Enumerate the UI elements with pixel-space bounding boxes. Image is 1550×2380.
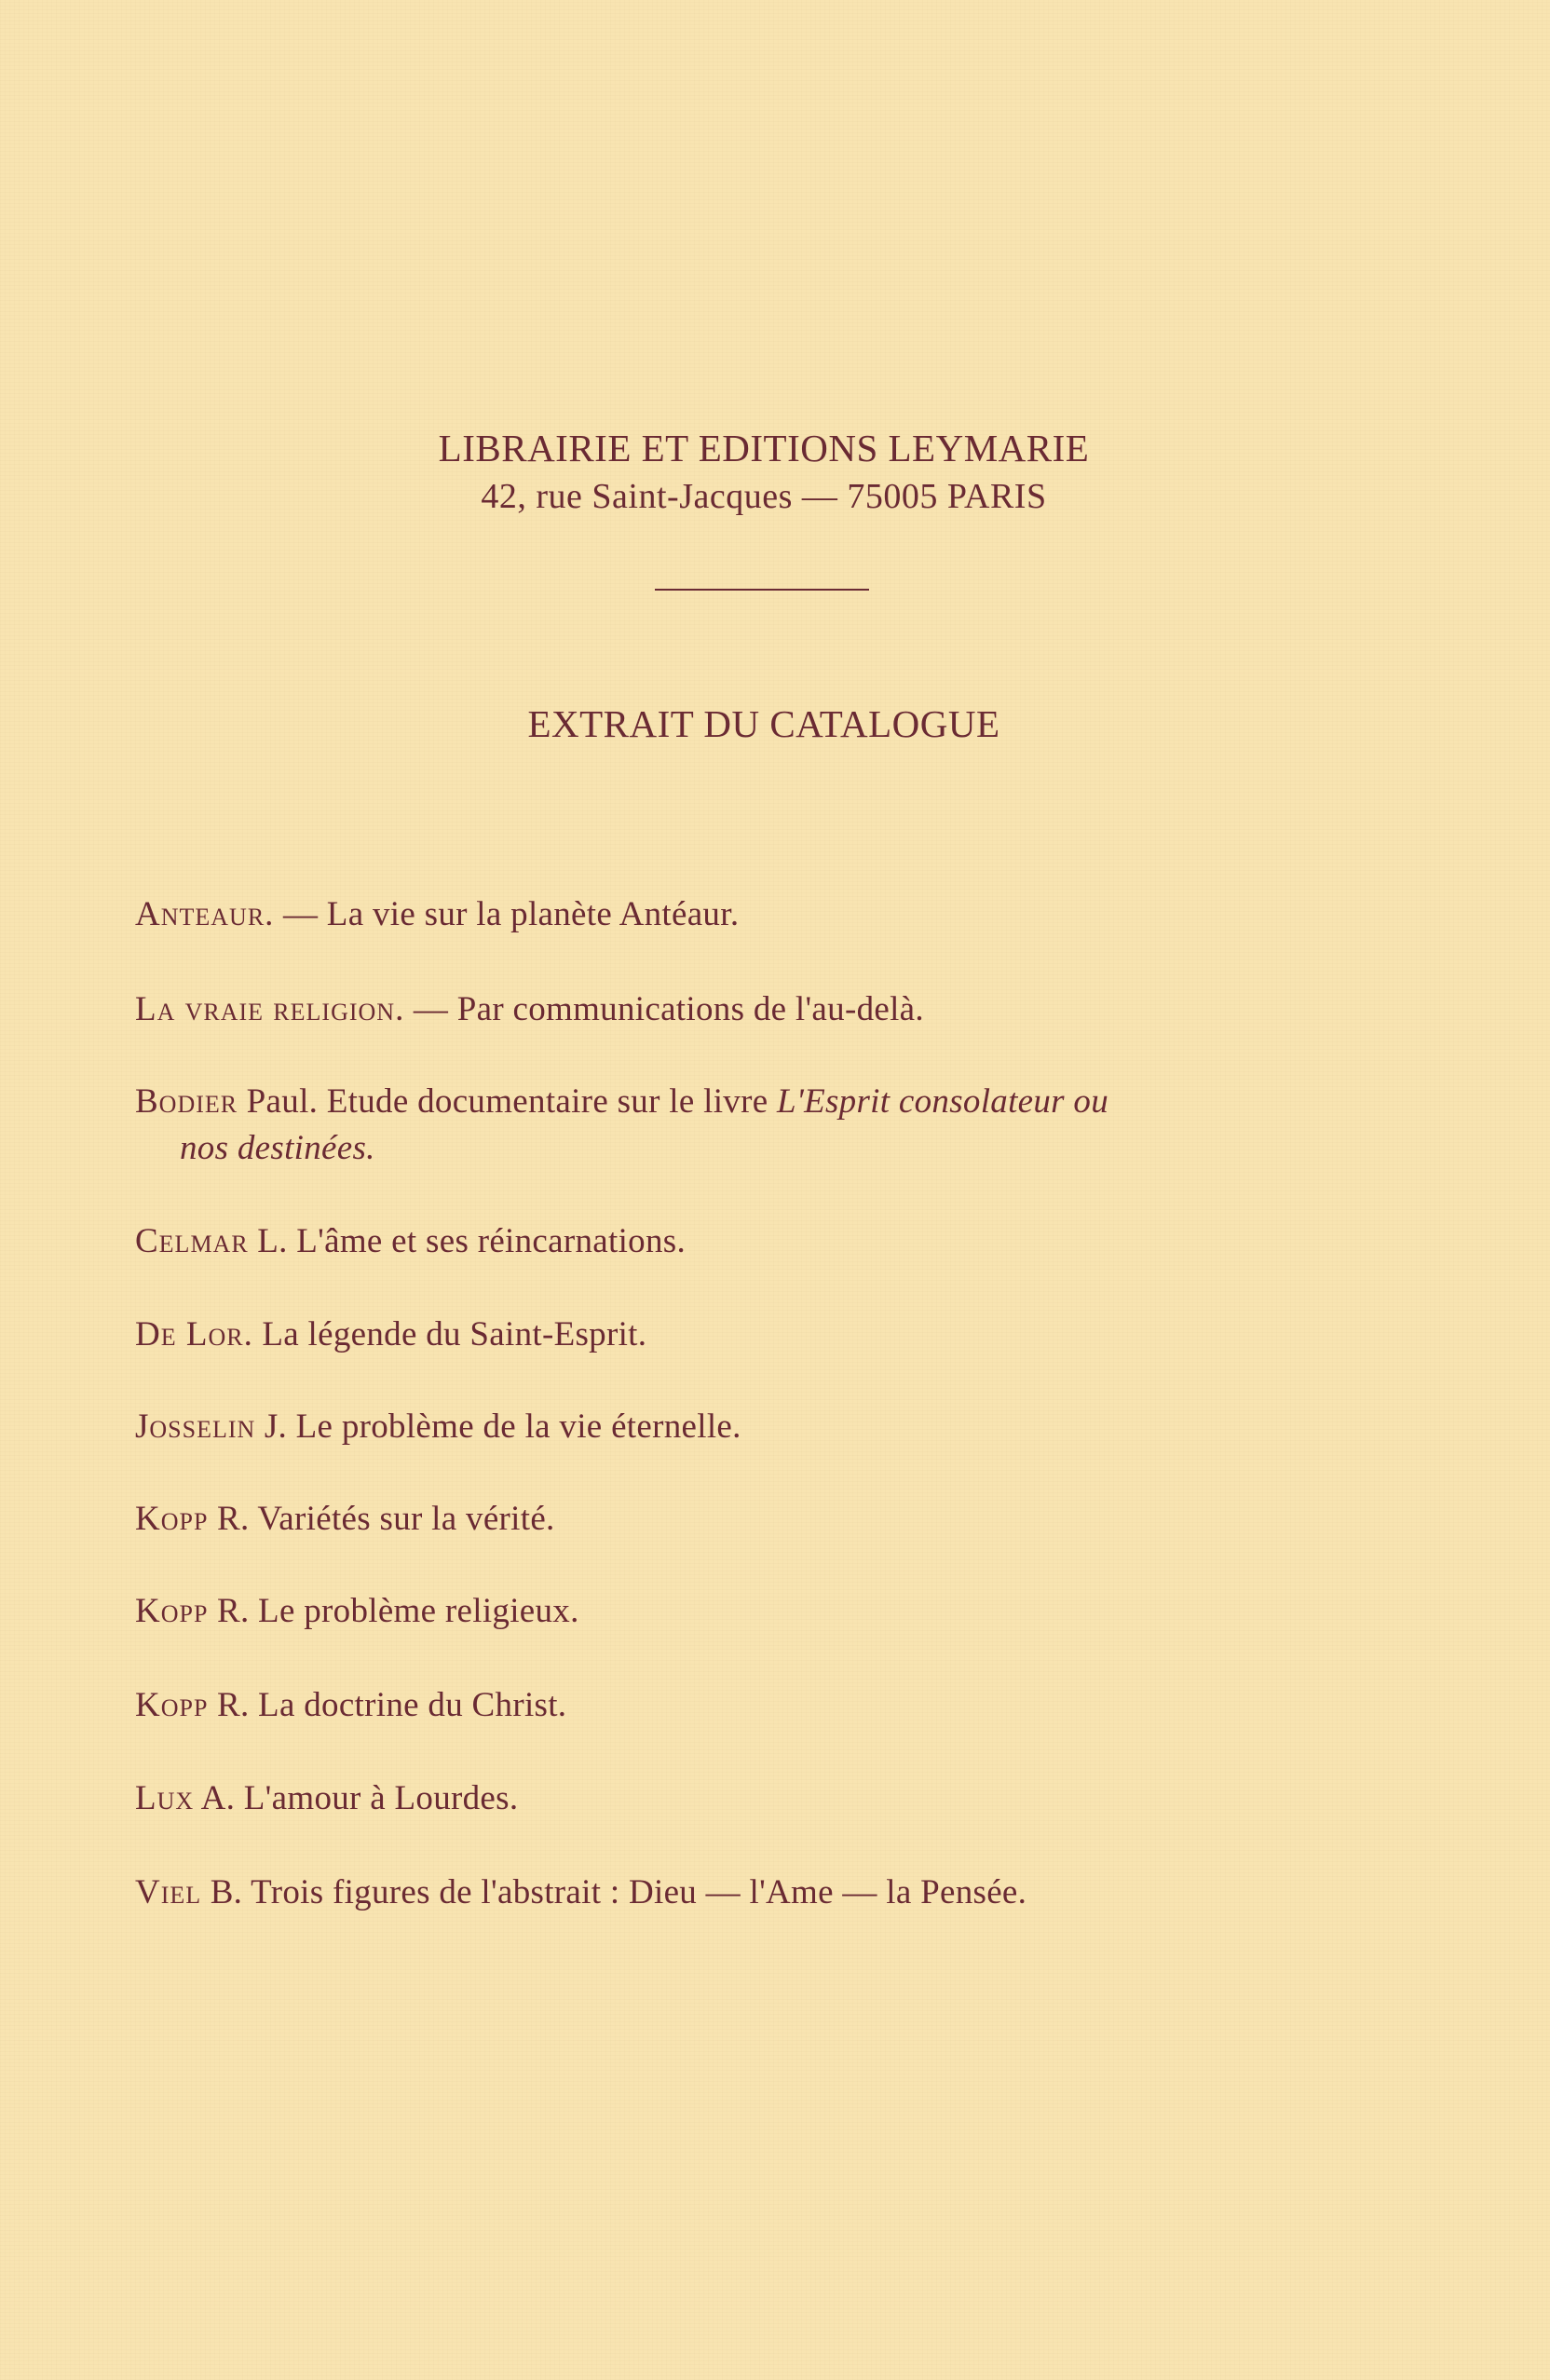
entry-text: L. L'âme et ses réincarnations. (248, 1222, 687, 1260)
catalogue-entry (135, 1682, 1383, 1729)
entry-author: Viel (135, 1873, 202, 1911)
entry-author: Kopp (135, 1592, 209, 1630)
entry-text: — Par communications de l'au-delà. (404, 990, 924, 1028)
catalogue-entry (135, 986, 1383, 1033)
entry-text: B. Trois figures de l'abstrait : Dieu — l'Ame — la Pensée. (201, 1873, 1027, 1911)
catalogue-entry (135, 891, 1383, 938)
catalogue-entry (135, 1496, 1383, 1543)
entry-author: Kopp (135, 1686, 209, 1724)
entry-text: R. La doctrine du Christ. (208, 1686, 567, 1724)
catalogue-entry (135, 1775, 1383, 1822)
divider-rule (655, 589, 869, 591)
entry-text: R. Variétés sur la vérité. (208, 1500, 555, 1538)
entry-author: Lux (135, 1779, 195, 1817)
entry-author: Anteaur. (135, 895, 275, 933)
entry-text: R. Le problème religieux. (208, 1592, 579, 1630)
entry-text: — La vie sur la planète Antéaur. (274, 895, 740, 933)
entry-author: Josselin (135, 1408, 256, 1446)
entry-author: Bodier (135, 1082, 238, 1121)
entry-author: La vraie religion. (135, 990, 405, 1028)
catalogue-entry (135, 1079, 1383, 1172)
entry-author: Kopp (135, 1500, 209, 1538)
section-title: EXTRAIT DU CATALOGUE (527, 702, 1000, 745)
publisher-address: 42, rue Saint-Jacques — 75005 PARIS (481, 477, 1047, 516)
publisher-name: LIBRAIRIE ET EDITIONS LEYMARIE (438, 427, 1090, 469)
entry-text: J. Le problème de la vie éternelle. (255, 1408, 741, 1446)
catalogue-entry (135, 1588, 1383, 1635)
entry-text: A. L'amour à Lourdes. (194, 1779, 519, 1817)
entry-title-italic: L'Esprit consolateur ou (776, 1082, 1109, 1121)
catalogue-entry (135, 1870, 1383, 1916)
entry-text: Paul. Etude documentaire sur le livre (238, 1082, 777, 1121)
entry-author: De Lor. (135, 1315, 253, 1353)
entry-author: Celmar (135, 1222, 249, 1260)
catalogue-entry (135, 1404, 1383, 1450)
entry-text: La légende du Saint-Esprit. (252, 1315, 647, 1353)
entry-title-italic-continued: nos destinées. (180, 1129, 375, 1167)
catalogue-entry (135, 1218, 1383, 1265)
catalogue-entry (135, 1312, 1383, 1358)
publisher-header (0, 424, 1528, 521)
